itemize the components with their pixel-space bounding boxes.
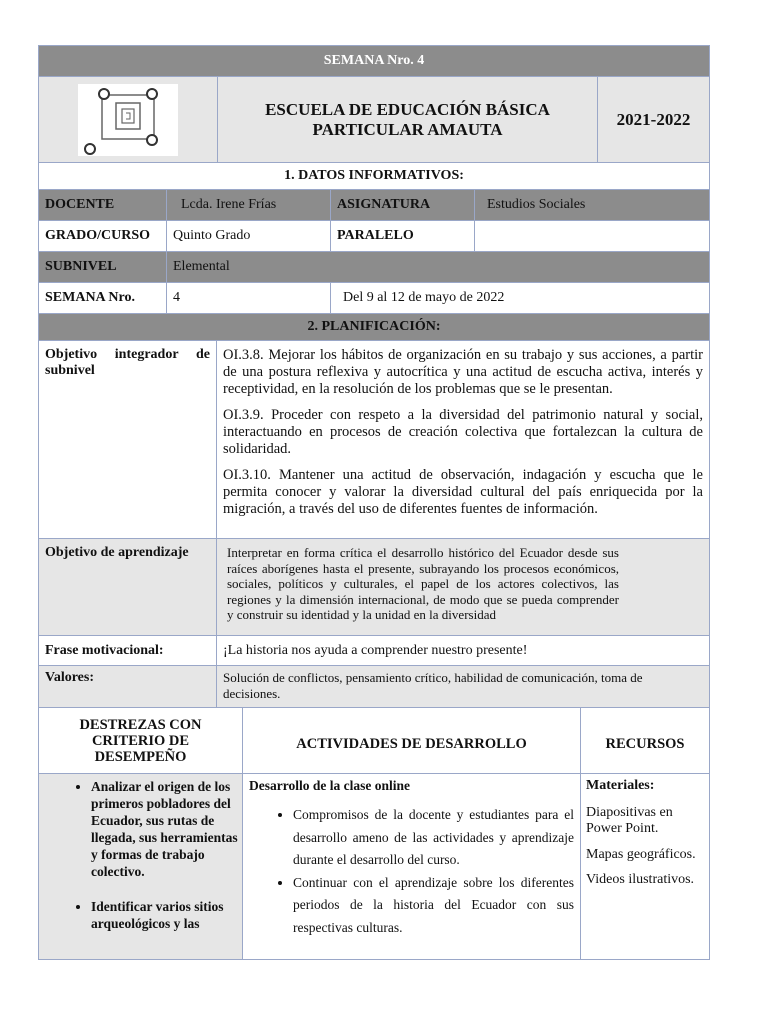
objetivo-aprendizaje-label: Objetivo de aprendizaje xyxy=(39,539,217,635)
docente-row xyxy=(38,190,710,221)
frase-row xyxy=(38,636,710,666)
school-logo-icon xyxy=(80,85,176,155)
paralelo-value xyxy=(475,221,709,251)
valores-label: Valores: xyxy=(39,666,217,707)
destreza-item: • Analizar el origen de los primeros pobladores del Ecuador, sus rutas de llegada, sus herramientas y formas de trabajo colectivo. xyxy=(91,778,238,880)
week-title: SEMANA Nro. 4 xyxy=(323,53,425,68)
recurso-item: Videos ilustrativos. xyxy=(586,872,695,887)
grado-value: Quinto Grado xyxy=(167,221,331,251)
objetivo-integrador-p2: OI.3.9. Proceder con respeto a la diversidad del patrimonio natural y social, interactuando en procesos de creación colectiva que fortalezcan la cultura de solidaridad. xyxy=(223,407,703,457)
week-title-row xyxy=(38,45,710,77)
semana-row xyxy=(38,283,710,314)
destrezas-list xyxy=(39,778,238,932)
section2-title: 2. PLANIFICACIÓN: xyxy=(307,319,441,334)
paralelo-label: PARALELO xyxy=(331,221,475,251)
objetivo-integrador-p3: OI.3.10. Mantener una actitud de observación, indagación y escucha que le permita conocer y valorar la diversidad cultural del país enriquecida por la migración, a través del uso de diferentes fuentes de información. xyxy=(223,467,703,517)
desarrollo-item: • Continuar con el aprendizaje sobre los diferentes periodos de la historia del Ecuador con sus respectivas culturas. xyxy=(293,872,574,940)
docente-label: DOCENTE xyxy=(39,190,167,220)
logo-cell xyxy=(39,77,218,162)
section1-row xyxy=(38,163,710,190)
destreza-item: • Identificar varios sitios arqueológicos y las xyxy=(91,898,238,932)
desarrollo-list xyxy=(249,804,574,939)
grado-label: GRADO/CURSO xyxy=(39,221,167,251)
recurso-item: Mapas geográficos. xyxy=(586,846,696,862)
section1-title: 1. DATOS INFORMATIVOS: xyxy=(284,168,464,183)
objetivo-integrador-row xyxy=(38,341,710,539)
destrezas-header: DESTREZAS CON CRITERIO DE DESEMPEÑO xyxy=(39,708,243,773)
school-name-line2: PARTICULAR AMAUTA xyxy=(312,119,503,139)
activities-content-row xyxy=(38,774,710,960)
grado-row xyxy=(38,221,710,252)
semana-label: SEMANA Nro. xyxy=(39,283,167,313)
desarrollo-cell xyxy=(243,774,581,959)
objetivo-integrador-content xyxy=(217,341,709,538)
subnivel-row xyxy=(38,252,710,283)
objetivo-aprendizaje-row xyxy=(38,539,710,636)
desarrollo-item: • Compromisos de la docente y estudiantes para el desarrollo ameno de las actividades y aprendizaje durante el desarrollo del curso. xyxy=(293,804,574,872)
objetivo-aprendizaje-value: Interpretar en forma crítica el desarrollo histórico del Ecuador desde sus raíces aborígenes hasta el presente, subrayando los procesos económicos, sociales, políticos y culturales, el papel de los actores colectivos, las regiones y la dimensión internacional, de modo que se pueda comprender y construir su identidad y la unidad en la diversidad xyxy=(227,545,619,622)
activities-header-row xyxy=(38,708,710,774)
asignatura-label: ASIGNATURA xyxy=(331,190,475,220)
semana-dates: Del 9 al 12 de mayo de 2022 xyxy=(343,290,505,305)
desarrollo-title: Desarrollo de la clase online xyxy=(249,778,410,793)
valores-row xyxy=(38,666,710,708)
school-name-cell xyxy=(218,77,598,162)
recursos-cell xyxy=(581,774,709,959)
docente-value: Lcda. Irene Frías xyxy=(167,190,331,220)
valores-value: Solución de conflictos, pensamiento crítico, habilidad de comunicación, toma de decisiones. xyxy=(223,670,643,701)
asignatura-value: Estudios Sociales xyxy=(487,197,586,212)
destrezas-cell xyxy=(39,774,243,959)
frase-label: Frase motivacional: xyxy=(39,636,217,665)
school-logo xyxy=(78,84,178,156)
school-header-row xyxy=(38,77,710,163)
school-name-line1: ESCUELA DE EDUCACIÓN BÁSICA xyxy=(265,99,550,119)
subnivel-label: SUBNIVEL xyxy=(39,252,167,282)
recursos-title: Materiales: xyxy=(586,778,655,793)
recursos-header: RECURSOS xyxy=(605,736,685,752)
lesson-plan-document xyxy=(38,45,710,960)
school-year: 2021-2022 xyxy=(616,109,691,129)
frase-value: ¡La historia nos ayuda a comprender nuestro presente! xyxy=(223,642,528,658)
actividades-header: ACTIVIDADES DE DESARROLLO xyxy=(243,708,581,773)
objetivo-integrador-label: Objetivo integrador de subnivel xyxy=(39,341,217,538)
objetivo-integrador-p1: OI.3.8. Mejorar los hábitos de organización en su trabajo y sus acciones, a partir de una postura reflexiva y autocrítica y una actitud de escucha activa, interés y receptividad, en la resolución de los problemas que se le presentan. xyxy=(223,347,703,397)
section2-row xyxy=(38,314,710,341)
recurso-item: Diapositivas en Power Point. xyxy=(586,804,673,836)
semana-value: 4 xyxy=(167,283,331,313)
subnivel-value: Elemental xyxy=(173,259,230,274)
